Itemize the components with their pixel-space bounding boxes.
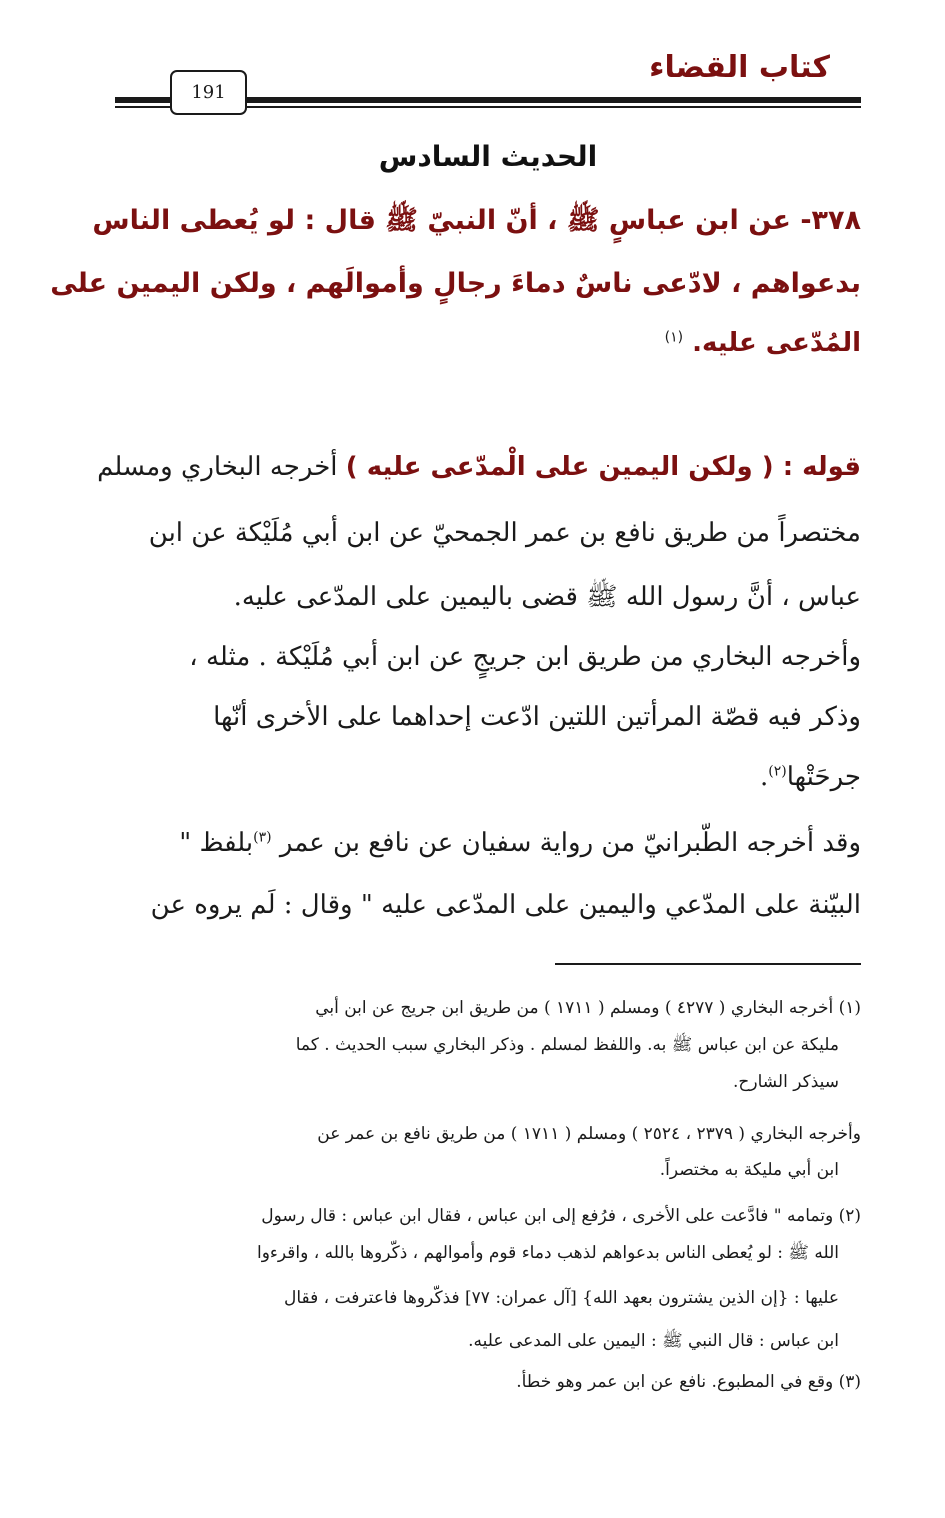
footnote-line: (٢) وتمامه " فادَّعت على الأخرى ، فرُفع إلى ابن عباس ، فقال ابن عباس : قال رسول — [261, 1206, 861, 1226]
commentary-line-1 — [97, 452, 861, 482]
commentary-line-8: البيّنة على المدّعي واليمين على المدّعى عليه " وقال : لَم يروه عن — [150, 890, 861, 920]
footnote-line: ابن أبي مليكة به مختصراً. — [659, 1160, 839, 1180]
hadith-line-1: ٣٧٨- عن ابن عباسٍ ﷺ ، أنّ النبيّ ﷺ قال : لو يُعطى الناس — [92, 205, 861, 236]
commentary-line-3: عباس ، أنَّ رسول الله ﷺ قضى باليمين على المدّعى عليه. — [233, 582, 861, 612]
footnote-separator — [555, 963, 861, 965]
footnote-line: عليها : {إن الذين يشترون بعهد الله} [آل عمران: ٧٧] فذكّروها فاعترفت ، فقال — [284, 1288, 839, 1308]
hadith-line-2: بدعواهم ، لادّعى ناسٌ دماءَ رجالٍ وأموالَهم ، ولكن اليمين على — [50, 268, 861, 299]
footnote-line: مليكة عن ابن عباس ﷺ به. واللفظ لمسلم . وذكر البخاري سبب الحديث . كما — [295, 1035, 839, 1055]
commentary-quote: قوله : ( ولكن اليمين على الْمدّعى عليه ) — [345, 452, 861, 482]
commentary-line-7-a: وقد أخرجه الطّبرانيّ من رواية سفيان عن نافع بن عمر — [279, 828, 861, 858]
commentary-line-7-b: بلفظ " — [179, 828, 254, 858]
footnote-line: الله ﷺ : لو يُعطى الناس بدعواهم لذهب دماء قوم وأموالهم ، ذكّروها بالله ، واقرءوا — [256, 1243, 839, 1263]
footnote-ref-2: (٢) — [768, 763, 787, 780]
commentary-line-6 — [115, 762, 861, 792]
commentary-line-6-end: . — [760, 762, 769, 792]
footnote-ref-1: (١) — [664, 329, 684, 346]
footnote-ref-3: (٣) — [253, 829, 272, 846]
commentary-line-7 — [115, 828, 861, 858]
book-title: كتاب القضاء — [649, 50, 830, 85]
commentary-line-5: وذكر فيه قصّة المرأتين اللتين ادّعت إحداهما على الأخرى أنّها — [213, 702, 861, 732]
commentary-line-6-text: جرحَتْها — [786, 762, 861, 792]
commentary-line-2: مختصراً من طريق نافع بن عمر الجمحيّ عن ابن أبي مُلَيْكة عن ابن — [148, 518, 861, 548]
footnote-line: (١) أخرجه البخاري ( ٤٢٧٧ ) ومسلم ( ١٧١١ ) من طريق ابن جريج عن ابن أبي — [315, 998, 861, 1018]
commentary-line-4: وأخرجه البخاري من طريق ابن جريجٍ عن ابن أبي مُلَيْكة . مثله ، — [189, 642, 861, 672]
hadith-line-3 — [115, 328, 861, 358]
commentary-line-1-rest: أخرجه البخاري ومسلم — [97, 452, 346, 482]
footnote-line: ابن عباس : قال النبي ﷺ : اليمين على المدعى عليه. — [468, 1331, 839, 1351]
footnote-line: (٣) وقع في المطبوع. نافع عن ابن عمر وهو خطأ. — [516, 1372, 861, 1392]
hadith-line-3-text: المُدّعى عليه. — [692, 328, 861, 358]
footnote-line: وأخرجه البخاري ( ٢٣٧٩ ، ٢٥٢٤ ) ومسلم ( ١٧١١ ) من طريق نافع بن عمر عن — [317, 1124, 861, 1144]
page-number: 191 — [170, 70, 247, 115]
section-title: الحديث السادس — [378, 140, 598, 173]
footnote-line: سيذكر الشارح. — [732, 1072, 839, 1092]
